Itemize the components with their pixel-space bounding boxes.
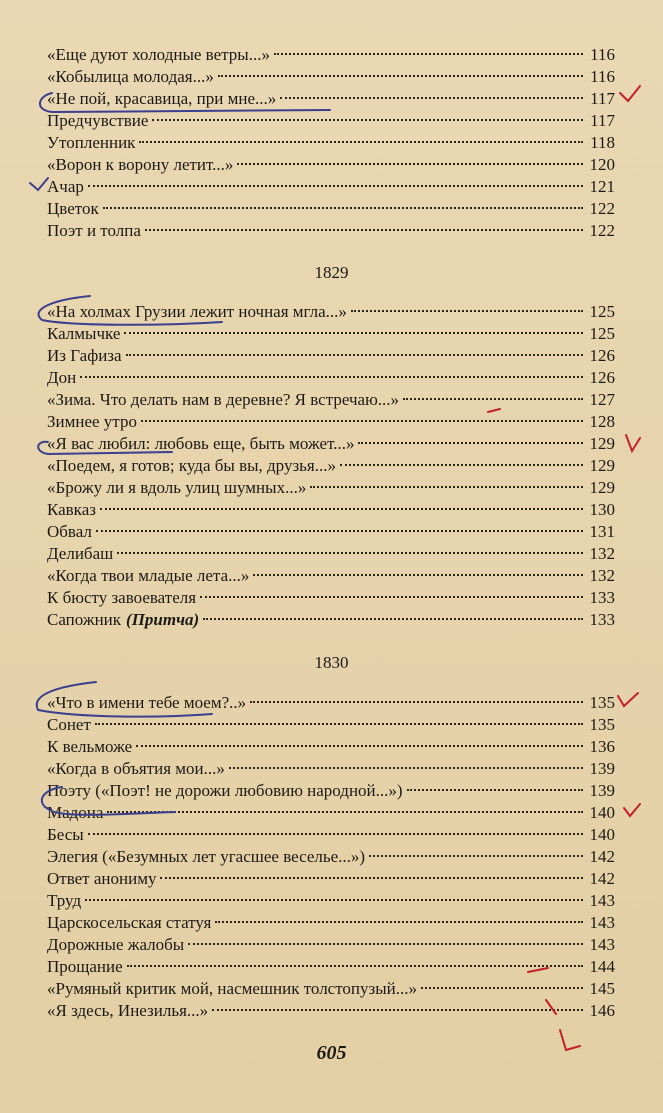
toc-entry <box>47 736 615 758</box>
toc-entry-title: Зимнее утро <box>47 412 137 431</box>
toc-entry-title: К вельможе <box>47 737 133 756</box>
toc-entry-page-number: 116 <box>590 45 615 64</box>
red-checkmark-icon <box>624 804 640 816</box>
toc-entry-page-number: 144 <box>589 957 615 976</box>
toc-entry-page-number: 125 <box>589 302 615 321</box>
toc-entry-title: Элегия («Безумных лет угасшее веселье...») <box>47 847 366 866</box>
toc-entry-title: «На холмах Грузии лежит ночная мгла...» <box>47 302 347 321</box>
toc-entry-title: «Не пой, красавица, при мне...» <box>47 89 277 108</box>
toc-entry <box>47 198 615 220</box>
toc-entry-title: «Я здесь, Инезилья...» <box>47 1001 209 1020</box>
toc-entry-title: Кавказ <box>47 500 96 519</box>
dot-leader <box>421 987 583 989</box>
toc-entry-title: «Румяный критик мой, насмешник толстопузый...» <box>47 979 418 998</box>
toc-entry <box>47 1000 615 1022</box>
toc-entry-title: Сапожник <box>47 610 122 629</box>
toc-entry <box>47 758 615 780</box>
toc-entry-title: «Когда в объятия мои...» <box>47 759 225 778</box>
dot-leader <box>237 163 583 165</box>
toc-entry <box>47 890 615 912</box>
dot-leader <box>152 119 583 121</box>
dot-leader <box>274 53 583 55</box>
dot-leader <box>212 1009 583 1011</box>
toc-entry-title: Делибаш <box>47 544 114 563</box>
toc-entry-page-number: 131 <box>589 522 615 541</box>
dot-leader <box>403 398 583 400</box>
toc-entry-title: Дон <box>47 368 77 387</box>
toc-entry <box>47 301 615 323</box>
toc-entry-title: «Поедем, я готов; куда бы вы, друзья...» <box>47 456 336 475</box>
toc-entry-title: Поэт и толпа <box>47 221 141 240</box>
page-number: 605 <box>316 1042 347 1064</box>
toc-entry-page-number: 132 <box>589 544 615 563</box>
toc-entry <box>47 521 615 543</box>
toc-entry-page-number: 135 <box>589 693 615 712</box>
dot-leader <box>229 767 583 769</box>
toc-entry <box>47 367 615 389</box>
dot-leader <box>215 921 583 923</box>
dot-leader <box>95 723 583 725</box>
toc-entry <box>47 455 615 477</box>
toc-entry-title: Ответ анониму <box>47 869 157 888</box>
dot-leader <box>88 833 583 835</box>
toc-entry <box>47 499 615 521</box>
toc-entry-title: Мадона <box>47 803 104 822</box>
toc-entry-page-number: 140 <box>589 803 615 822</box>
dot-leader <box>100 508 583 510</box>
toc-entry-page-number: 120 <box>589 155 615 174</box>
dot-leader <box>127 965 583 967</box>
toc-entry-page-number: 133 <box>589 588 615 607</box>
toc-entry <box>47 88 615 110</box>
toc-entry-title: «Я вас любил: любовь еще, быть может...» <box>47 434 355 453</box>
toc-entry <box>47 66 615 88</box>
dot-leader <box>253 574 583 576</box>
toc-entry-page-number: 129 <box>589 478 615 497</box>
toc-entry <box>47 824 615 846</box>
toc-entry-page-number: 126 <box>589 346 615 365</box>
toc-entry-page-number: 125 <box>589 324 615 343</box>
toc-entry-page-number: 129 <box>589 456 615 475</box>
toc-entry <box>47 543 615 565</box>
toc-entry <box>47 477 615 499</box>
toc-entry-page-number: 130 <box>589 500 615 519</box>
toc-entry-page-number: 122 <box>589 221 615 240</box>
dot-leader <box>85 899 583 901</box>
toc-entry-title: К бюсту завоевателя <box>47 588 197 607</box>
toc-entry-title: Цветок <box>47 199 99 218</box>
toc-entry-page-number: 127 <box>589 390 615 409</box>
toc-entry-page-number: 140 <box>589 825 615 844</box>
toc-entry-page-number: 142 <box>589 869 615 888</box>
toc-entry-subtitle: (Притча) <box>126 610 200 629</box>
dot-leader <box>369 855 583 857</box>
toc-section-1828 <box>47 44 615 242</box>
toc-entry-title: Поэту («Поэт! не дорожи любовию народной...») <box>47 781 403 800</box>
toc-entry-title: «Ворон к ворону летит...» <box>47 155 234 174</box>
toc-entry <box>47 587 615 609</box>
toc-entry-page-number: 121 <box>589 177 615 196</box>
dot-leader <box>145 229 583 231</box>
red-checkmark-icon <box>618 693 638 706</box>
dot-leader <box>407 789 583 791</box>
toc-entry-page-number: 122 <box>589 199 615 218</box>
dot-leader <box>103 207 583 209</box>
toc-entry <box>47 934 615 956</box>
toc-entry <box>47 978 615 1000</box>
toc-entry-page-number: 117 <box>590 111 615 130</box>
dot-leader <box>160 877 583 879</box>
toc-entry-page-number: 117 <box>590 89 615 108</box>
toc-entry-title: Из Гафиза <box>47 346 122 365</box>
toc-entry-title: Обвал <box>47 522 92 541</box>
dot-leader <box>188 943 583 945</box>
dot-leader <box>280 97 583 99</box>
toc-entry <box>47 780 615 802</box>
toc-entry <box>47 132 615 154</box>
dot-leader <box>107 811 583 813</box>
toc-entry-title: «Зима. Что делать нам в деревне? Я встречаю...» <box>47 390 400 409</box>
dot-leader <box>358 442 583 444</box>
year-heading-1830: 1830 <box>314 653 349 672</box>
toc-entry-page-number: 146 <box>589 1001 615 1020</box>
toc-entry <box>47 411 615 433</box>
toc-entry <box>47 956 615 978</box>
toc-entry-title: «Брожу ли я вдоль улиц шумных...» <box>47 478 307 497</box>
toc-entry-title: Утопленник <box>47 133 136 152</box>
toc-entry <box>47 345 615 367</box>
toc-entry <box>47 714 615 736</box>
toc-entry-title: Сонет <box>47 715 91 734</box>
pen-checkmark-small <box>30 178 48 190</box>
toc-entry-page-number: 139 <box>589 781 615 800</box>
toc-entry <box>47 692 615 714</box>
dot-leader <box>126 354 583 356</box>
dot-leader <box>203 618 583 620</box>
year-heading-1829: 1829 <box>314 263 349 282</box>
toc-entry-page-number: 142 <box>589 847 615 866</box>
toc-entry-title: «Когда твои младые лета...» <box>47 566 250 585</box>
toc-entry-page-number: 143 <box>589 891 615 910</box>
toc-entry-page-number: 139 <box>589 759 615 778</box>
toc-entry-title: «Кобылица молодая...» <box>47 67 214 86</box>
dot-leader <box>96 530 583 532</box>
toc-entry-page-number: 129 <box>589 434 615 453</box>
toc-section-1830 <box>47 692 615 1022</box>
toc-entry-title: Калмычке <box>47 324 121 343</box>
toc-entry-page-number: 118 <box>590 133 615 152</box>
toc-entry-page-number: 135 <box>589 715 615 734</box>
toc-entry-title: Бесы <box>47 825 84 844</box>
toc-entry <box>47 846 615 868</box>
dot-leader <box>250 701 583 703</box>
toc-entry-title: Ачар <box>47 177 84 196</box>
dot-leader <box>340 464 583 466</box>
toc-entry-page-number: 136 <box>589 737 615 756</box>
toc-entry <box>47 609 615 631</box>
dot-leader <box>88 185 583 187</box>
dot-leader <box>351 310 583 312</box>
toc-entry-title: Прощание <box>47 957 123 976</box>
toc-entry-title: Царскосельская статуя <box>47 913 212 932</box>
dot-leader <box>136 745 583 747</box>
dot-leader <box>139 141 583 143</box>
toc-entry-title: Предчувствие <box>47 111 149 130</box>
toc-entry <box>47 44 615 66</box>
toc-entry <box>47 868 615 890</box>
toc-entry <box>47 802 615 824</box>
toc-entry-page-number: 143 <box>589 913 615 932</box>
toc-entry-page-number: 145 <box>589 979 615 998</box>
toc-entry <box>47 154 615 176</box>
toc-entry <box>47 433 615 455</box>
toc-entry-page-number: 128 <box>589 412 615 431</box>
toc-entry-title: Труд <box>47 891 82 910</box>
dot-leader <box>141 420 583 422</box>
toc-section-1829 <box>47 301 615 631</box>
dot-leader <box>218 75 583 77</box>
toc-entry <box>47 110 615 132</box>
toc-entry-title: «Что в имени тебе моем?..» <box>47 693 247 712</box>
toc-entry-page-number: 133 <box>589 610 615 629</box>
toc-entry-title: Дорожные жалобы <box>47 935 185 954</box>
toc-entry <box>47 176 615 198</box>
toc-entry-page-number: 143 <box>589 935 615 954</box>
dot-leader <box>80 376 583 378</box>
dot-leader <box>310 486 583 488</box>
toc-entry-title: «Еще дуют холодные ветры...» <box>47 45 270 64</box>
red-checkmark-icon <box>626 435 640 451</box>
toc-entry <box>47 220 615 242</box>
dot-leader <box>117 552 583 554</box>
toc-entry <box>47 323 615 345</box>
toc-entry <box>47 565 615 587</box>
dot-leader <box>124 332 583 334</box>
toc-entry-page-number: 132 <box>589 566 615 585</box>
toc-entry-page-number: 126 <box>589 368 615 387</box>
toc-entry <box>47 389 615 411</box>
red-checkmark-icon <box>620 86 640 101</box>
dot-leader <box>200 596 583 598</box>
toc-entry-page-number: 116 <box>590 67 615 86</box>
toc-entry <box>47 912 615 934</box>
